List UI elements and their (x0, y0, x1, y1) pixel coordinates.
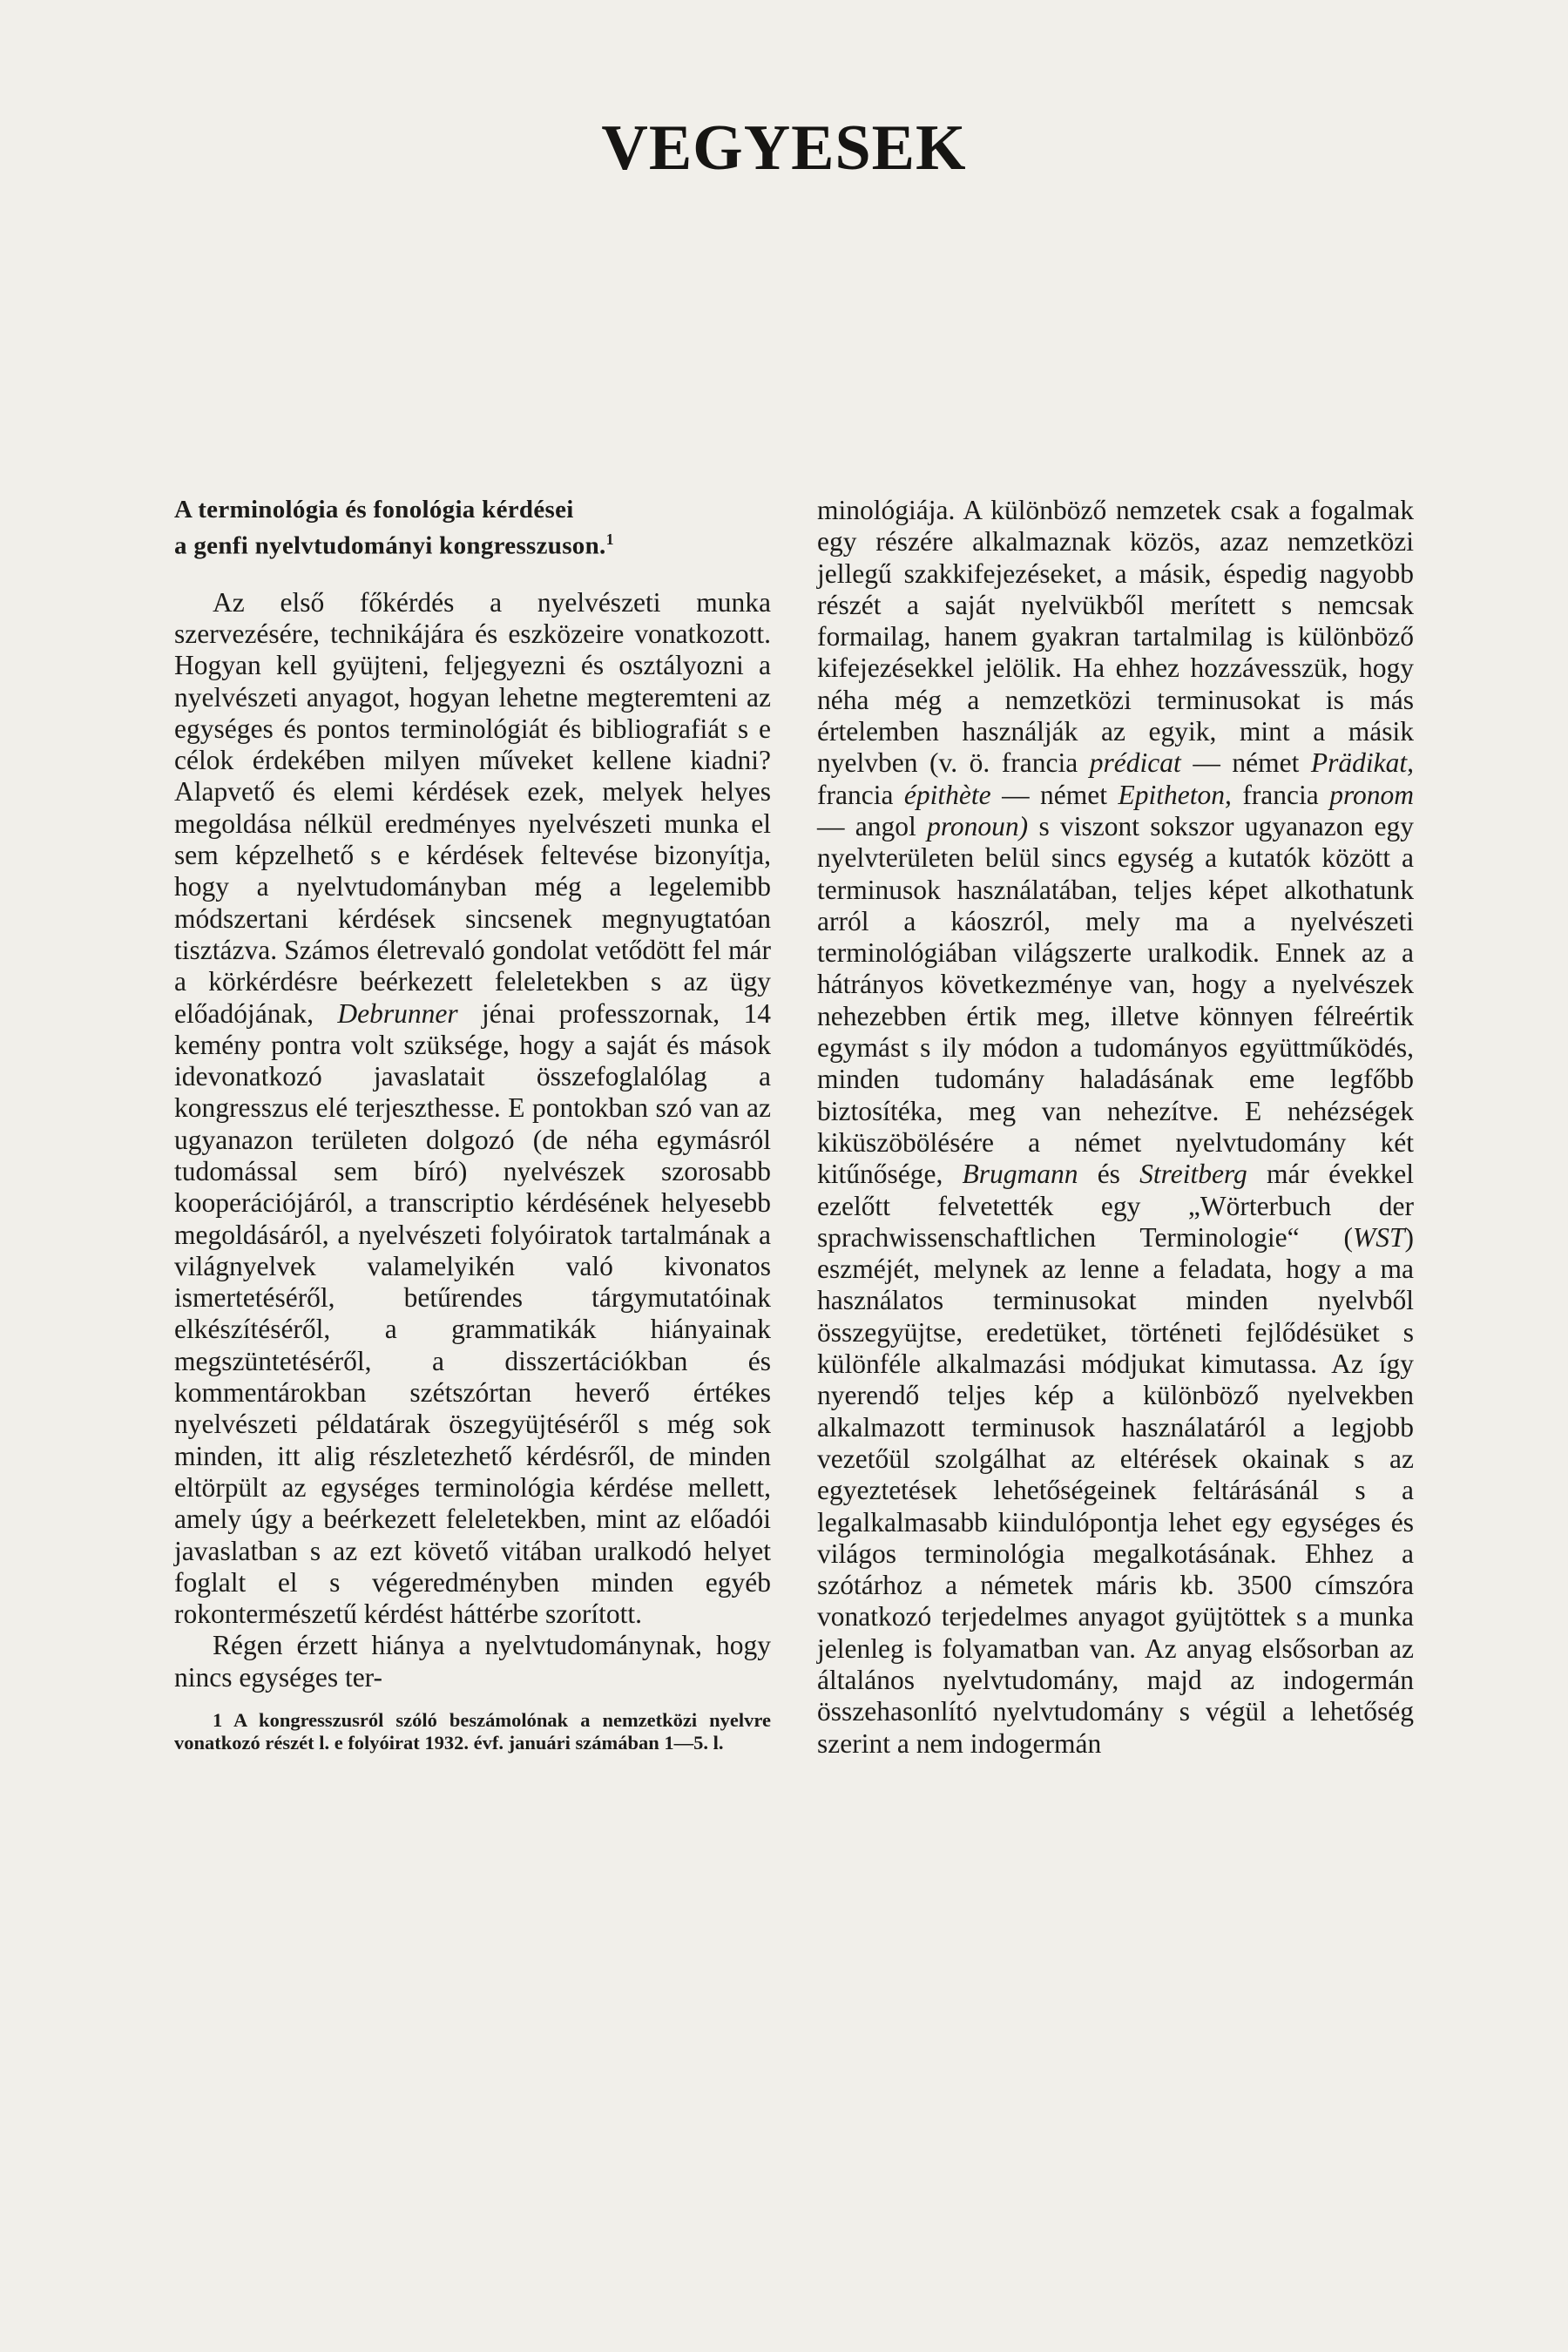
paragraph-1-continued: jénai professzornak, 14 kemény pontra volt szüksége, hogy a saját és mások idevonatkozó javaslatait összefoglalólag a kongresszus elé terjeszthesse. E pontokban szó van az ugyanazon területen dolgozó (de néha egymásról tudomással sem bíró) nyelvészek szorosabb kooperációjáról, a transcriptio kérdésének helyesebb megoldásáról, a nyelvészeti folyóiratok tartalmának a világnyelvek valamelyikén való kivonatos ismertetéséről, betűrendes tárgymutatóinak elkészítéséről, a grammatikák hiányainak megszüntetéséről, a disszertációkban és kommentárokban szétszórtan heverő értékes nyelvészeti példatárak öszegyüjtéséről s még sok minden, itt alig részletezhető kérdésről, de minden eltörpült az egységes terminológia kérdése mellett, amely úgy a beérkezett feleletekben, mint az előadói javaslatban s az ezt követő vitában uralkodó helyet foglalt el s végeredményben minden egyéb rokontermészetű kérdést háttérbe szorított. (174, 997, 771, 1630)
footnote (174, 1709, 771, 1754)
right-text-10: ) eszméjét, melynek az lenne a feladata, hogy a ma használatos terminusokat minden nyelvből összegyüjtse, eredetüket, történeti fejlődésüket s különféle alkalmazási módjukat kimutassa. Az így nyerendő teljes kép a különböző nyelvekben alkalmazott terminusok használatáról a legjobb vezetőül szolgálhat az eltérések okainak s az egyeztetések lehetőségeinek feltárásánál s a legalkalmasabb kiindulópontja lehet egy egységes és világos terminológia megalkotásának. Ehhez a szótárhoz a németek máris kb. 3500 címszóra vonatkozó terjedelmes anyagot gyüjtöttek s a munka jelenleg is folyamatban van. Az anyag elsősorban az általános nyelvtudomány, majd az indogermán összehasonlító nyelvtudomány s végül a lehetőség szerint a nem indogermán (817, 1221, 1414, 1759)
right-text-2: — német (1193, 747, 1300, 779)
right-text-5: francia (1242, 779, 1319, 810)
right-text-3: francia (817, 779, 894, 810)
paragraph-1-text: Az első főkérdés a nyelvészeti munka szervezésére, technikájára és eszközeire vonatkozott. Hogyan kell gyüjteni, feljegyezni és osztályozni a nyelvészeti anyagot, hogyan lehetne megteremteni az egységes és pontos terminológiát és bibliografiát s e célok érdekében milyen műveket kellene kiadni? Alapvető és elemi kérdések ezek, melyek helyes megoldása nélkül eredményes nyelvészeti munka el sem képzelhető s e kérdések feltevése bizonyítja, hogy a nyelvtudományban még a legelemibb módszertani kérdések sincsenek megnyugtatóan tisztázva. Számos életrevaló gondolat vetődött fel már a körkérdésre beérkezett feleletekben s az ügy előadójának, (174, 586, 771, 1029)
paragraph-1 (174, 587, 771, 1631)
page-title: VEGYESEK (601, 112, 967, 184)
left-column (174, 495, 771, 1754)
term-pronoun: pronoun) (927, 810, 1029, 841)
term-pronom: pronom (1329, 779, 1415, 810)
term-wst: WST (1352, 1221, 1405, 1253)
right-text-9: már évekkel ezelőtt felvetették egy „Wörterbuch der sprachwissenschaftlichen Terminologie“ ( (817, 1159, 1415, 1253)
right-text-8: és (1097, 1159, 1120, 1190)
paragraph-2: Régen érzett hiánya a nyelvtudománynak, hogy nincs egységes ter- (174, 1630, 771, 1693)
name-streitberg: Streitberg (1139, 1159, 1247, 1190)
term-pradikat: Prädikat, (1310, 747, 1414, 779)
term-epithete: épithète (903, 779, 991, 810)
term-predicat: prédicat (1089, 747, 1181, 779)
name-debrunner: Debrunner (337, 997, 458, 1029)
right-text-1: minológiája. A különböző nemzetek csak a fogalmak egy részére alkalmaznak közös, azaz nemzetközi jellegű szakkifejezéseket, a másik, éspedig nagyobb részét a saját nyelvükből merített s nemcsak formailag, hanem gyakran tartalmilag is különböző kifejezésekkel jelölik. Ha ehhez hozzávesszük, hogy néha még a nemzetközi terminusokat is más értelemben használják az egyik, mint a másik nyelvben (v. ö. francia (817, 495, 1414, 779)
heading-footnote-mark: 1 (605, 531, 614, 548)
article-heading (174, 495, 771, 561)
name-brugmann: Brugmann (962, 1159, 1078, 1190)
right-column (817, 495, 1414, 1760)
right-text-4: — német (1002, 779, 1108, 810)
heading-line-1: A terminológia és fonológia kérdései (174, 496, 574, 524)
footnote-mark: 1 (213, 1709, 223, 1732)
paragraph-3 (817, 495, 1414, 1760)
right-text-7: s viszont sokszor ugyanazon egy nyelvterületen belül sincs egység a kutatók között a terminusok használatában, teljes képet alkothatunk arról a káoszról, mely ma a nyelvészeti terminológiában világszerte uralkodik. Ennek az a hátrányos következménye van, hogy a nyelvészek nehezebben értik meg, illetve könnyen félreértik egymást s ily módon a tudományos együttműködés, minden tudomány haladásának eme legfőbb biztosítéka, meg van nehezítve. E nehézségek kiküszöbölésére a német nyelvtudomány két kitűnősége, (817, 810, 1415, 1190)
footnote-text: A kongresszusról szóló beszámolónak a nemzetközi nyelvre vonatkozó részét l. e folyóirat 1932. évf. januári számában 1—5. l. (174, 1709, 771, 1754)
right-text-6: — angol (817, 810, 916, 841)
term-epitheton: Epitheton, (1118, 779, 1232, 810)
heading-line-2: a genfi nyelvtudományi kongresszuson. (174, 531, 606, 560)
